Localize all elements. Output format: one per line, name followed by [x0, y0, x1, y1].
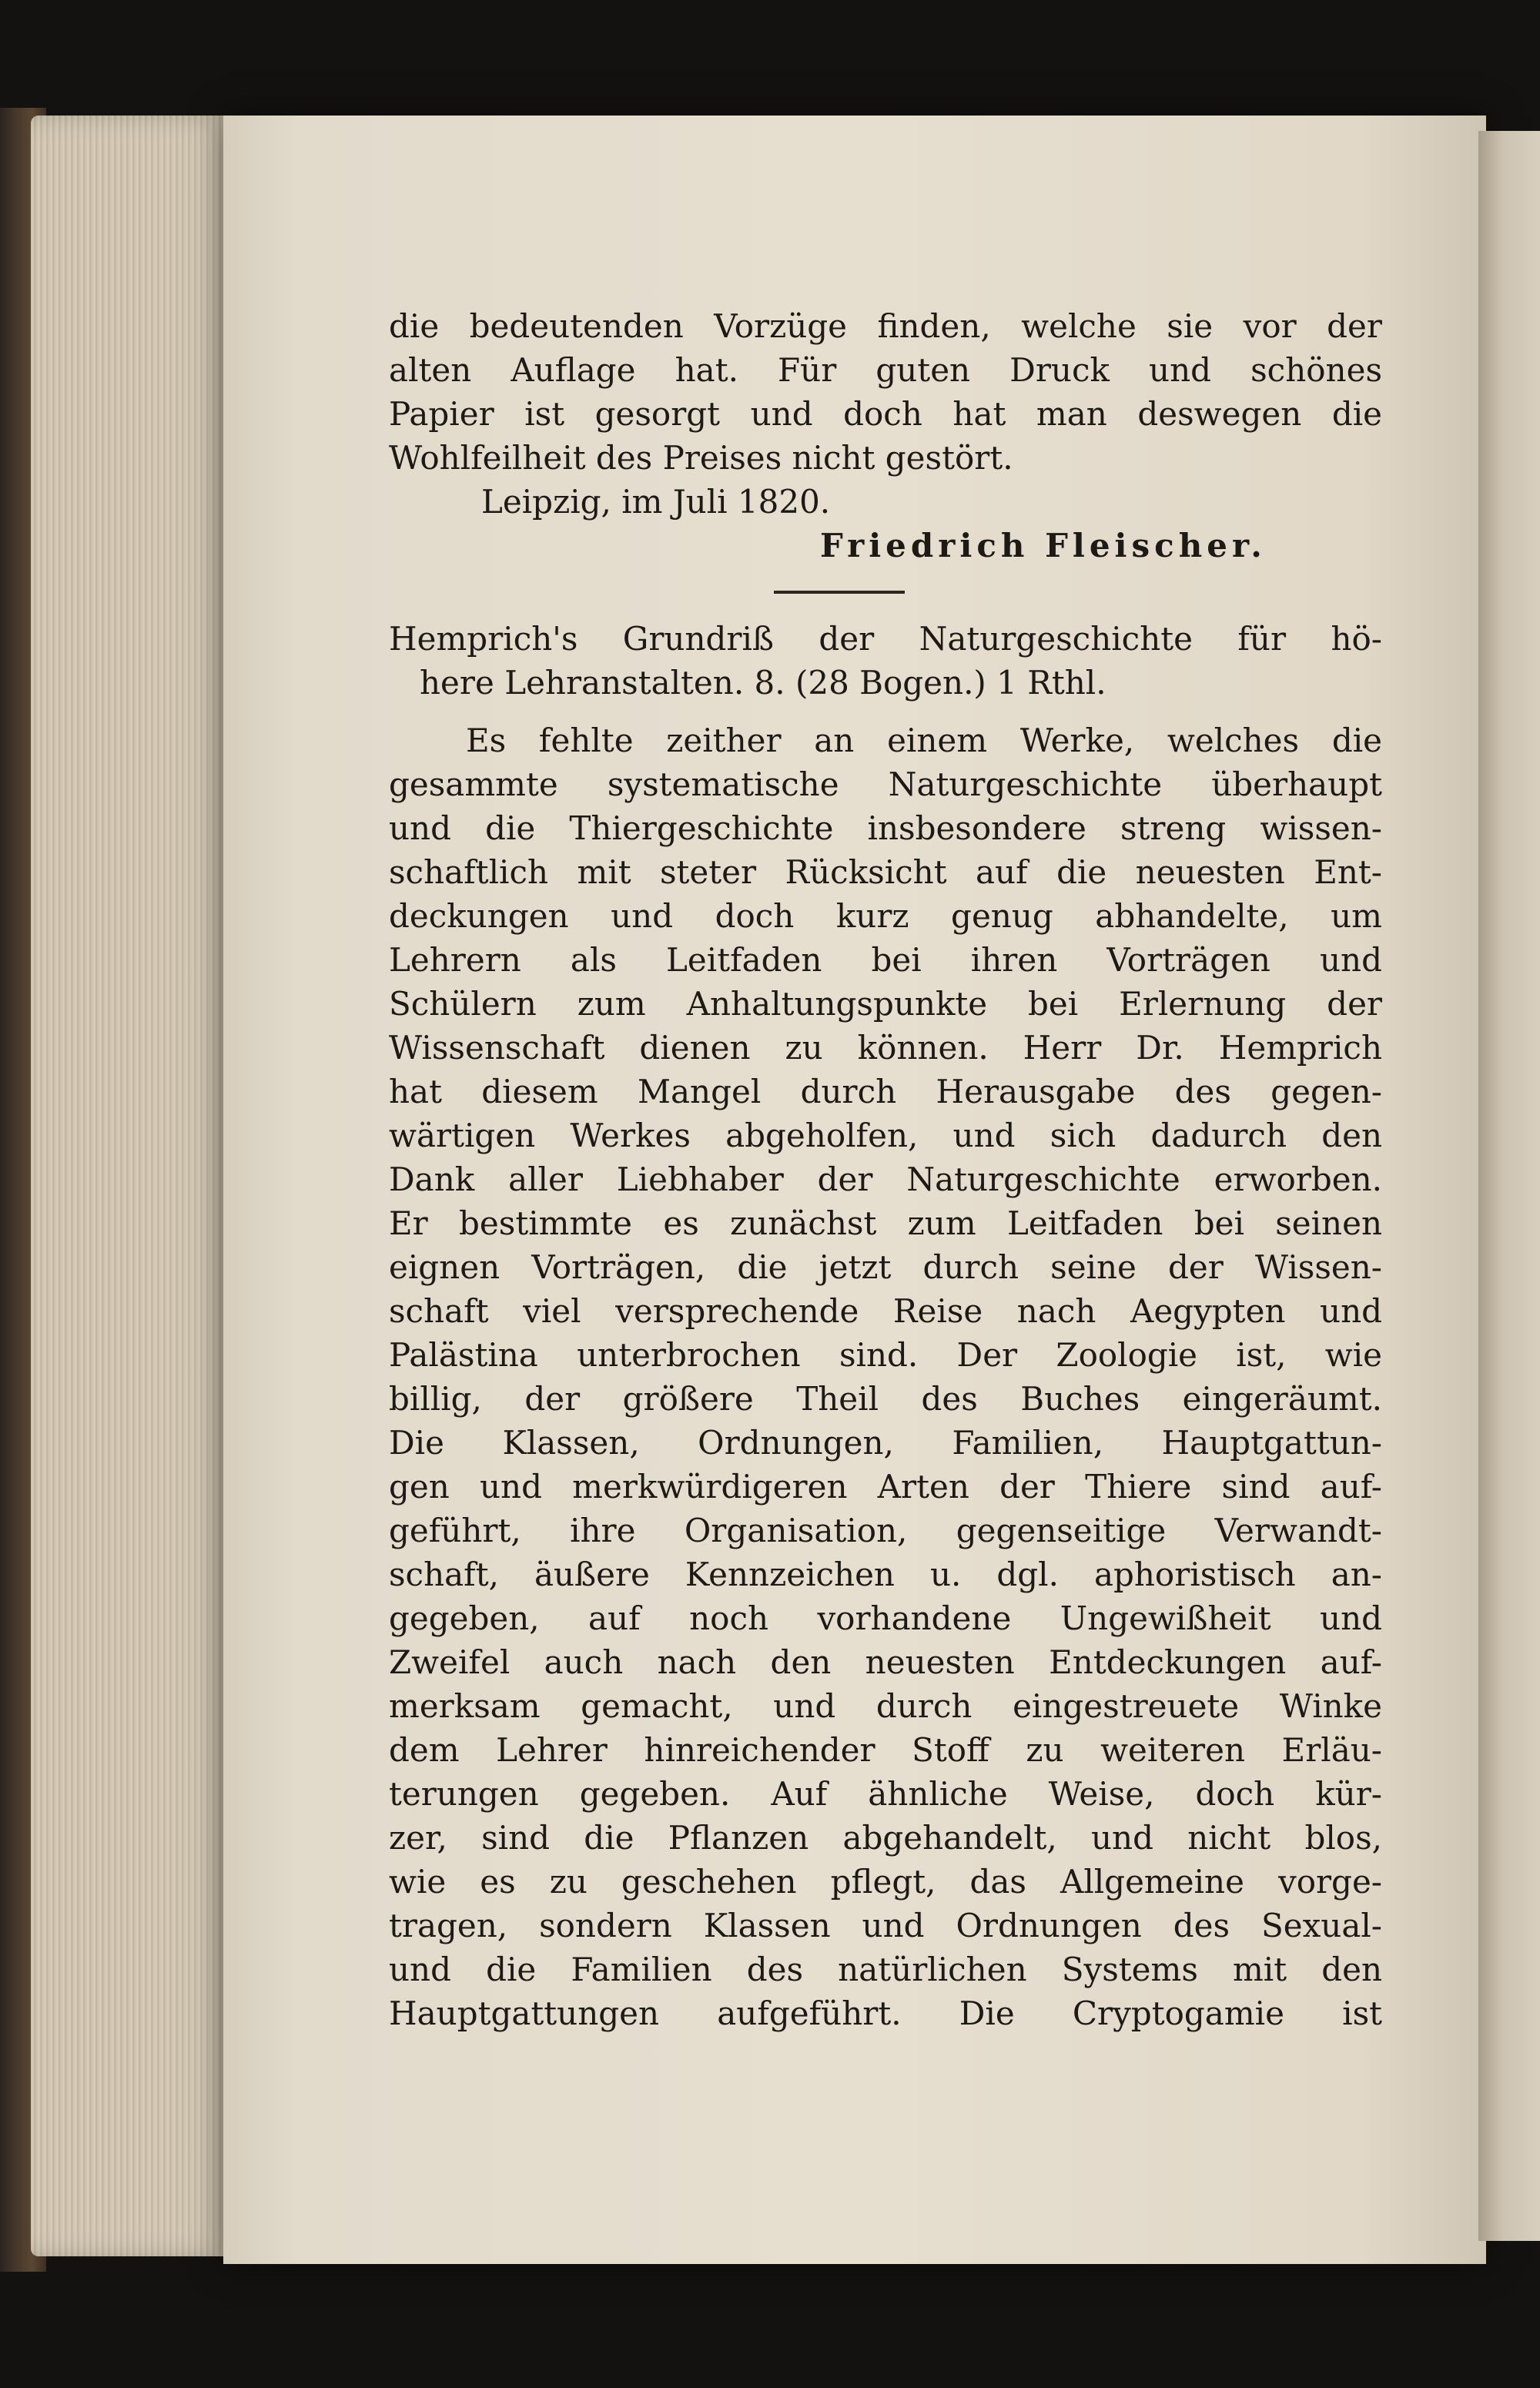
body-line: hat diesem Mangel durch Herausgabe des gegen-: [389, 1073, 1382, 1110]
signature: Friedrich Fleischer.: [820, 527, 1267, 564]
body-line: schaft, äußere Kennzeichen u. dgl. aphoristisch an-: [389, 1556, 1382, 1593]
body-line: deckungen und doch kurz genug abhandelte, um: [389, 897, 1382, 935]
body-line: Er bestimmte es zunächst zum Leitfaden bei seinen: [389, 1204, 1382, 1242]
page-edges: [31, 116, 239, 2256]
body-line: Lehrern als Leitfaden bei ihren Vorträgen und: [389, 941, 1382, 979]
body-line: dem Lehrer hinreichender Stoff zu weiteren Erläu-: [389, 1731, 1382, 1769]
facing-page-edge: [1478, 131, 1540, 2241]
body-line: geführt, ihre Organisation, gegenseitige Verwandt-: [389, 1512, 1382, 1549]
preface-line: Papier ist gesorgt und doch hat man deswegen die: [389, 395, 1382, 433]
body-line: Dank aller Liebhaber der Naturgeschichte erworben.: [389, 1161, 1382, 1198]
body-line: eignen Vorträgen, die jetzt durch seine der Wissen-: [389, 1248, 1382, 1286]
body-line: tragen, sondern Klassen und Ordnungen des Sexual-: [389, 1907, 1382, 1944]
body-line: und die Thiergeschichte insbesondere streng wissen-: [389, 809, 1382, 847]
body-line: gesammte systematische Naturgeschichte überhaupt: [389, 765, 1382, 803]
body-line: merksam gemacht, und durch eingestreuete Winke: [389, 1687, 1382, 1725]
body-line: gen und merkwürdigeren Arten der Thiere sind auf-: [389, 1468, 1382, 1505]
body-line: Schülern zum Anhaltungspunkte bei Erlernung der: [389, 985, 1382, 1023]
preface-line: Wohlfeilheit des Preises nicht gestört.: [389, 439, 1013, 477]
body-line: Zweifel auch nach den neuesten Entdeckungen auf-: [389, 1643, 1382, 1681]
body-line: Es fehlte zeither an einem Werke, welches die: [466, 722, 1382, 759]
place-date: Leipzig, im Juli 1820.: [481, 483, 831, 521]
body-line: gegeben, auf noch vorhandene Ungewißheit und: [389, 1599, 1382, 1637]
body-line: schaft viel versprechende Reise nach Aegypten und: [389, 1292, 1382, 1330]
body-line: Die Klassen, Ordnungen, Familien, Hauptgattun-: [389, 1424, 1382, 1462]
body-line: billig, der größere Theil des Buches eingeräumt.: [389, 1380, 1382, 1418]
body-line: Wissenschaft dienen zu können. Herr Dr. Hemprich: [389, 1029, 1382, 1067]
entry-title-line: Hemprich's Grundriß der Naturgeschichte für hö-: [389, 620, 1382, 658]
preface-line: alten Auflage hat. Für guten Druck und schönes: [389, 351, 1382, 389]
body-line: wie es zu geschehen pflegt, das Allgemeine vorge-: [389, 1863, 1382, 1901]
section-divider: [774, 591, 905, 594]
page-text: [389, 304, 1382, 2035]
body-line: Palästina unterbrochen sind. Der Zoologie ist, wie: [389, 1336, 1382, 1374]
body-line: wärtigen Werkes abgeholfen, und sich dadurch den: [389, 1117, 1382, 1154]
preface-line: die bedeutenden Vorzüge finden, welche sie vor der: [389, 307, 1382, 345]
entry-title-line: here Lehranstalten. 8. (28 Bogen.) 1 Rthl.: [420, 664, 1106, 702]
body-line: zer, sind die Pflanzen abgehandelt, und nicht blos,: [389, 1819, 1382, 1857]
body-line: terungen gegeben. Auf ähnliche Weise, doch kür-: [389, 1775, 1382, 1813]
body-line: und die Familien des natürlichen Systems mit den: [389, 1951, 1382, 1988]
body-line: schaftlich mit steter Rücksicht auf die neuesten Ent-: [389, 853, 1382, 891]
body-line: Hauptgattungen aufgeführt. Die Cryptogamie ist: [389, 1994, 1382, 2032]
